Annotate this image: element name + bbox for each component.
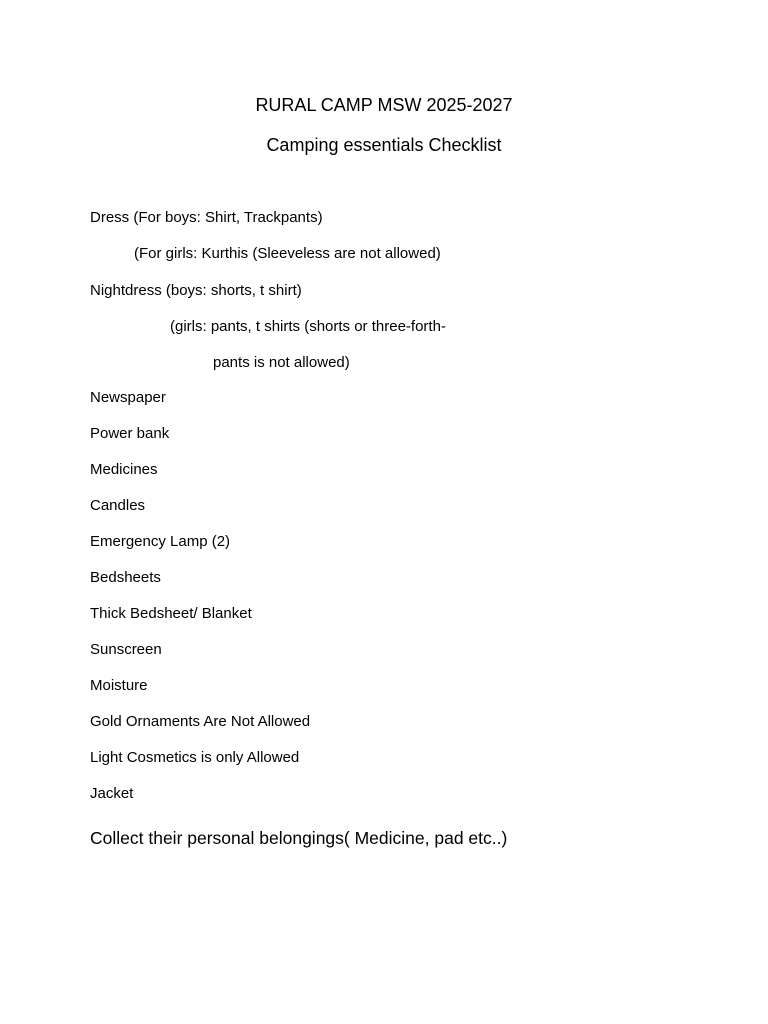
page-title: RURAL CAMP MSW 2025-2027 [255,95,513,115]
checklist-item: Power bank [90,425,170,442]
checklist-item: Emergency Lamp (2) [90,533,231,550]
checklist-item: Thick Bedsheet/ Blanket [90,605,252,622]
checklist-item: Gold Ornaments Are Not Allowed [90,713,311,730]
checklist-item-nightdress: Nightdress (boys: shorts, t shirt) [90,282,302,299]
checklist-item: Bedsheets [90,569,161,586]
closing-note: Collect their personal belongings( Medicine, pad etc..) [90,828,508,848]
checklist-item: Newspaper [90,389,166,406]
checklist-item-nightdress-girls-cont: pants is not allowed) [213,354,350,371]
checklist-item: Moisture [90,677,148,694]
checklist-item-dress-girls: (For girls: Kurthis (Sleeveless are not allowed) [134,245,441,262]
checklist-item: Light Cosmetics is only Allowed [90,749,300,766]
checklist-item: Medicines [90,461,158,478]
checklist-item-nightdress-girls: (girls: pants, t shirts (shorts or three-forth- [170,318,446,335]
checklist-item: Candles [90,497,146,514]
checklist-item: Sunscreen [90,641,162,658]
checklist-item-dress: Dress (For boys: Shirt, Trackpants) [90,209,323,226]
page-subtitle: Camping essentials Checklist [266,135,502,155]
checklist-item: Jacket [90,785,134,802]
